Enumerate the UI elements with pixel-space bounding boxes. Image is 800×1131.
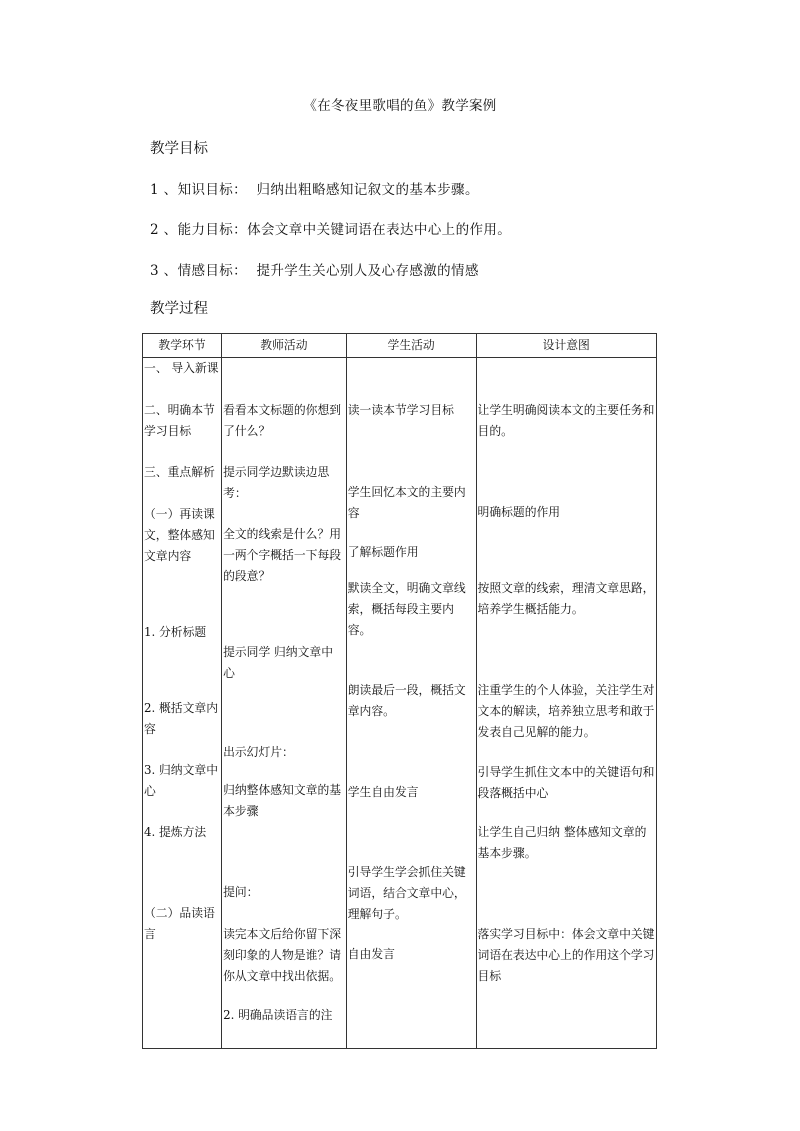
- stage-item: （二）品读语言: [144, 906, 215, 941]
- header-design-intent: 设计意图: [476, 334, 656, 358]
- student-activity-item: 读一读本节学习目标: [347, 403, 454, 417]
- design-intent-item: 让学生自己归纳 整体感知文章的基本步骤。: [477, 825, 647, 860]
- header-stage: 教学环节: [143, 334, 222, 358]
- student-activity-item: 自由发言: [347, 947, 395, 961]
- design-intent-item: 让学生明确阅读本文的主要任务和目的。: [477, 403, 655, 438]
- teacher-activity-item: 归纳整体感知文章的基本步骤: [223, 783, 342, 818]
- stage-item: 3. 归纳文章中心: [144, 763, 218, 798]
- teacher-activity-item: 读完本文后给你留下深刻印象的人物是谁？请你从文章中找出依据。: [223, 927, 342, 983]
- stage-item: 1. 分析标题: [144, 625, 207, 639]
- design-intent-item: 引导学生抓住文本中的关键语句和段落概括中心: [477, 765, 655, 800]
- design-intent-cell: [476, 358, 656, 1049]
- student-activity-item: 默读全文，明确文章线索，概括每段主要内容。: [347, 581, 466, 637]
- teacher-activity-item: 提问：: [223, 885, 259, 899]
- design-intent-item: 落实学习目标中：体会文章中关键词语在表达中心上的作用这个学习目标: [477, 927, 655, 983]
- stage-item: 二、明确本节学习目标: [144, 403, 215, 438]
- stage-item: 2. 概括文章内容: [144, 701, 218, 736]
- student-activity-item: 朗读最后一段，概括文章内容。: [347, 683, 466, 718]
- teacher-activity-item: 看看本文标题的你想到了什么？: [223, 403, 342, 438]
- process-heading: 教学过程: [150, 301, 208, 317]
- teaching-process-table: [142, 333, 657, 1049]
- table-header-row: [143, 334, 657, 358]
- teacher-activity-item: 提示同学边默读边思考：: [223, 465, 330, 500]
- design-intent-item: 明确标题的作用: [477, 505, 561, 519]
- student-activity-item: 学生回忆本文的主要内容: [347, 485, 466, 520]
- table-row: [143, 358, 657, 1049]
- teacher-activity-item: 出示幻灯片：: [223, 745, 294, 759]
- teacher-activity-item: 提示同学 归纳文章中心: [223, 645, 333, 680]
- student-activity-item: 引导学生学会抓住关键词语，结合文章中心，理解句子。: [347, 865, 466, 921]
- objective-knowledge: 1 、知识目标： 归纳出粗略感知记叙文的基本步骤。: [150, 182, 479, 198]
- student-activity-item: 学生自由发言: [347, 785, 419, 799]
- student-activity-item: 了解标题作用: [347, 545, 419, 559]
- document-title: 《在冬夜里歌唱的鱼》教学案例: [303, 98, 497, 114]
- header-teacher-activity: 教师活动: [222, 334, 347, 358]
- teacher-activity-item: 全文的线索是什么？用一两个字概括一下每段的段意？: [223, 527, 342, 583]
- objectives-heading: 教学目标: [150, 141, 208, 157]
- teacher-activity-cell: [222, 358, 347, 1049]
- objective-emotion: 3 、情感目标： 提升学生关心别人及心存感激的情感: [150, 263, 479, 279]
- objective-ability: 2 、能力目标：体会文章中关键词语在表达中心上的作用。: [150, 222, 512, 238]
- stage-item: 三、重点解析: [144, 465, 215, 479]
- design-intent-item: 按照文章的线索，理清文章思路，培养学生概括能力。: [477, 581, 655, 616]
- stage-item: （一）再读课文，整体感知文章内容: [144, 507, 215, 563]
- design-intent-item: 注重学生的个人体验，关注学生对文本的解读，培养独立思考和敢于发表自己见解的能力。: [477, 683, 655, 739]
- teacher-activity-item: 2. 明确品读语言的注: [223, 1008, 333, 1022]
- header-student-activity: 学生活动: [346, 334, 476, 358]
- stage-item: 4. 提炼方法: [144, 825, 207, 839]
- stage-cell: [143, 358, 222, 1049]
- student-activity-cell: [346, 358, 476, 1049]
- stage-item: 一、 导入新课: [144, 361, 219, 375]
